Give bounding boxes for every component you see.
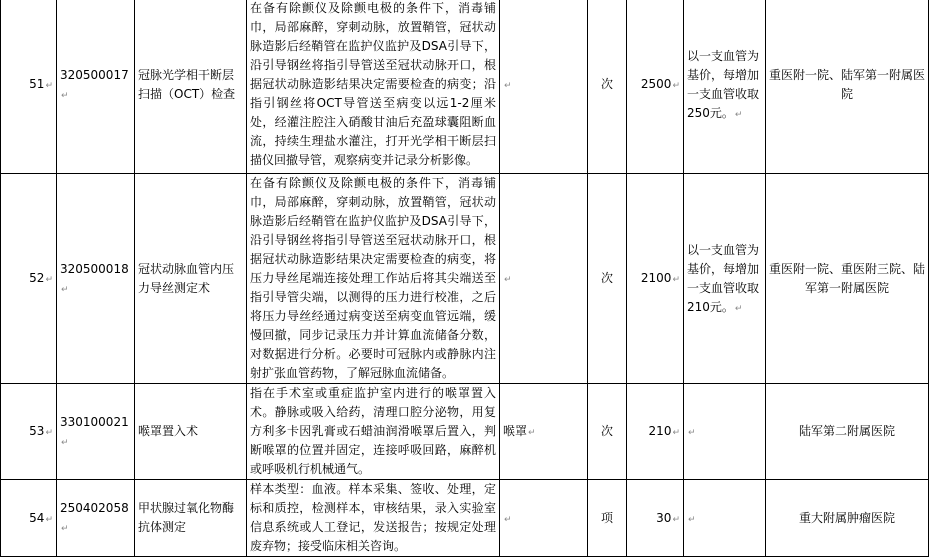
paragraph-mark-icon: ↵ bbox=[45, 514, 53, 525]
hospital-text: 重大附属肿瘤医院 bbox=[798, 510, 895, 525]
row-number-text: 51 bbox=[29, 77, 45, 91]
remark-cell bbox=[684, 174, 766, 384]
price-text: 210 bbox=[648, 424, 672, 438]
paragraph-mark-icon: ↵ bbox=[672, 81, 680, 91]
price-cell bbox=[627, 384, 684, 480]
paragraph-mark-icon: ↵ bbox=[672, 275, 680, 285]
hospital-text: 陆军第二附属医院 bbox=[798, 424, 895, 438]
item-content-cell bbox=[247, 480, 500, 557]
item-code-text: 250402058 bbox=[60, 501, 129, 515]
paragraph-mark-icon: ↵ bbox=[61, 524, 69, 534]
item-code-text: 330100021 bbox=[60, 414, 129, 429]
row-number-cell bbox=[1, 0, 57, 174]
paragraph-mark-icon: ↵ bbox=[61, 90, 69, 101]
item-name-cell bbox=[135, 384, 247, 480]
item-content-cell bbox=[247, 0, 500, 174]
price-cell bbox=[627, 0, 684, 174]
remark-cell bbox=[684, 480, 766, 557]
pricing-unit-cell bbox=[588, 0, 627, 174]
pricing-unit-cell bbox=[588, 384, 627, 480]
item-content-cell bbox=[247, 174, 500, 384]
item-code-cell bbox=[57, 0, 135, 174]
pricing-unit-text: 项 bbox=[600, 510, 613, 525]
item-name-text: 甲状腺过氧化物酶抗体测定 bbox=[138, 501, 235, 534]
hospital-cell bbox=[766, 384, 929, 480]
item-name-cell bbox=[135, 480, 247, 557]
excluded-content-cell bbox=[500, 384, 588, 480]
price-text: 30 bbox=[656, 510, 672, 525]
price-text: 2500 bbox=[640, 77, 672, 91]
paragraph-mark-icon: ↵ bbox=[688, 514, 696, 525]
paragraph-mark-icon: ↵ bbox=[45, 275, 53, 285]
item-name-text: 冠脉光学相干断层扫描（OCT）检查 bbox=[138, 67, 236, 101]
table-row bbox=[1, 480, 929, 557]
item-code-text: 320500017 bbox=[60, 67, 129, 82]
item-code-text: 320500018 bbox=[60, 261, 129, 276]
item-content-text: 指在手术室或重症监护室内进行的喉罩置入术。静脉或吸入给药，清理口腔分泌物，用复方利多卡因乳膏或石蜡油润滑喉罩后置入，判断喉罩的位置并固定，连接呼吸回路，麻醉机或呼吸机行机械通气。 bbox=[250, 386, 496, 476]
hospital-cell bbox=[766, 0, 929, 174]
paragraph-mark-icon: ↵ bbox=[672, 428, 680, 438]
paragraph-mark-icon: ↵ bbox=[504, 514, 512, 525]
table-body bbox=[1, 0, 929, 557]
pricing-unit-cell bbox=[588, 174, 627, 384]
paragraph-mark-icon: ↵ bbox=[45, 81, 53, 91]
price-text: 2100 bbox=[640, 271, 672, 285]
item-code-cell bbox=[57, 384, 135, 480]
remark-cell bbox=[684, 0, 766, 174]
hospital-text: 重医附一院、重医附三院、陆军第一附属医院 bbox=[769, 261, 926, 295]
item-content-text: 在备有除颤仪及除颤电极的条件下，消毒铺巾，局部麻醉，穿刺动脉，放置鞘管，冠状动脉造影后经鞘管在监护仪监护及DSA引导下，沿引导钢丝将指引导管送至冠状动脉开口，根据冠状动脉造影结果决定需要检查的病变；沿指引钢丝将OCT导管送至病变以远1-2厘米处，经灌注腔注入硝酸甘油后充盈球囊阻断血流，持续生理盐水灌注，打开光学相干断层扫描仪回撤导管，观察病变并记录分析影像。 bbox=[250, 1, 496, 167]
paragraph-mark-icon: ↵ bbox=[734, 303, 743, 314]
paragraph-mark-icon: ↵ bbox=[504, 275, 512, 285]
item-content-text: 样本类型：血液。样本采集、签收、处理，定标和质控，检测样本，审核结果，录入实验室信息系统或人工登记，发送报告；按规定处理废弃物；接受临床相关咨询。 bbox=[250, 482, 496, 553]
excluded-content-cell bbox=[500, 480, 588, 557]
row-number-cell bbox=[1, 174, 57, 384]
item-content-text: 在备有除颤仪及除颤电极的条件下，消毒铺巾，局部麻醉，穿刺动脉，放置鞘管，冠状动脉造影后经鞘管在监护仪监护及DSA引导下，沿引导钢丝将指引导管送至冠状动脉开口，根据冠状动脉造影结果决定需要检查的病变，将压力导丝尾端连接处理工作站后将其尖端送至指引导管尖端，以测得的压力进行校准，之后将压力导丝经通过病变送至病变血管远端，缓慢回撤，同步记录压力并计算血流储备分数，对数据进行分析。必要时可冠脉内或静脉内注射扩张血管药物，了解冠脉血流储备。 bbox=[250, 176, 496, 380]
item-name-text: 喉罩置入术 bbox=[138, 424, 199, 438]
excluded-content-cell bbox=[500, 0, 588, 174]
paragraph-mark-icon: ↵ bbox=[61, 284, 69, 295]
row-number-cell bbox=[1, 480, 57, 557]
row-number-cell bbox=[1, 384, 57, 480]
pricing-unit-text: 次 bbox=[600, 271, 613, 285]
table-row bbox=[1, 174, 929, 384]
remark-cell bbox=[684, 384, 766, 480]
table-row bbox=[1, 384, 929, 480]
pricing-unit-text: 次 bbox=[600, 77, 613, 91]
remark-text: 以一支血管为基价，每增加一支血管收取250元。 bbox=[687, 48, 760, 120]
remark-text: 以一支血管为基价，每增加一支血管收取210元。 bbox=[687, 242, 760, 314]
price-cell bbox=[627, 174, 684, 384]
row-number-text: 53 bbox=[29, 424, 45, 438]
paragraph-mark-icon: ↵ bbox=[528, 428, 536, 438]
paragraph-mark-icon: ↵ bbox=[61, 437, 69, 448]
paragraph-mark-icon: ↵ bbox=[672, 514, 680, 525]
pricing-unit-text: 次 bbox=[600, 424, 613, 438]
hospital-text: 重医附一院、陆军第一附属医院 bbox=[769, 67, 926, 101]
table-row bbox=[1, 0, 929, 174]
price-cell bbox=[627, 480, 684, 557]
row-number-text: 52 bbox=[29, 271, 45, 285]
pricing-unit-cell bbox=[588, 480, 627, 557]
excluded-content-text: 喉罩 bbox=[503, 424, 528, 438]
paragraph-mark-icon: ↵ bbox=[734, 109, 743, 120]
paragraph-mark-icon: ↵ bbox=[45, 428, 53, 438]
item-code-cell bbox=[57, 480, 135, 557]
item-code-cell bbox=[57, 174, 135, 384]
row-number-text: 54 bbox=[29, 510, 45, 525]
item-name-cell bbox=[135, 174, 247, 384]
item-name-cell bbox=[135, 0, 247, 174]
item-name-text: 冠状动脉血管内压力导丝测定术 bbox=[138, 261, 235, 295]
paragraph-mark-icon: ↵ bbox=[504, 81, 512, 91]
item-content-cell bbox=[247, 384, 500, 480]
hospital-cell bbox=[766, 480, 929, 557]
excluded-content-cell bbox=[500, 174, 588, 384]
paragraph-mark-icon: ↵ bbox=[688, 428, 696, 438]
hospital-cell bbox=[766, 174, 929, 384]
